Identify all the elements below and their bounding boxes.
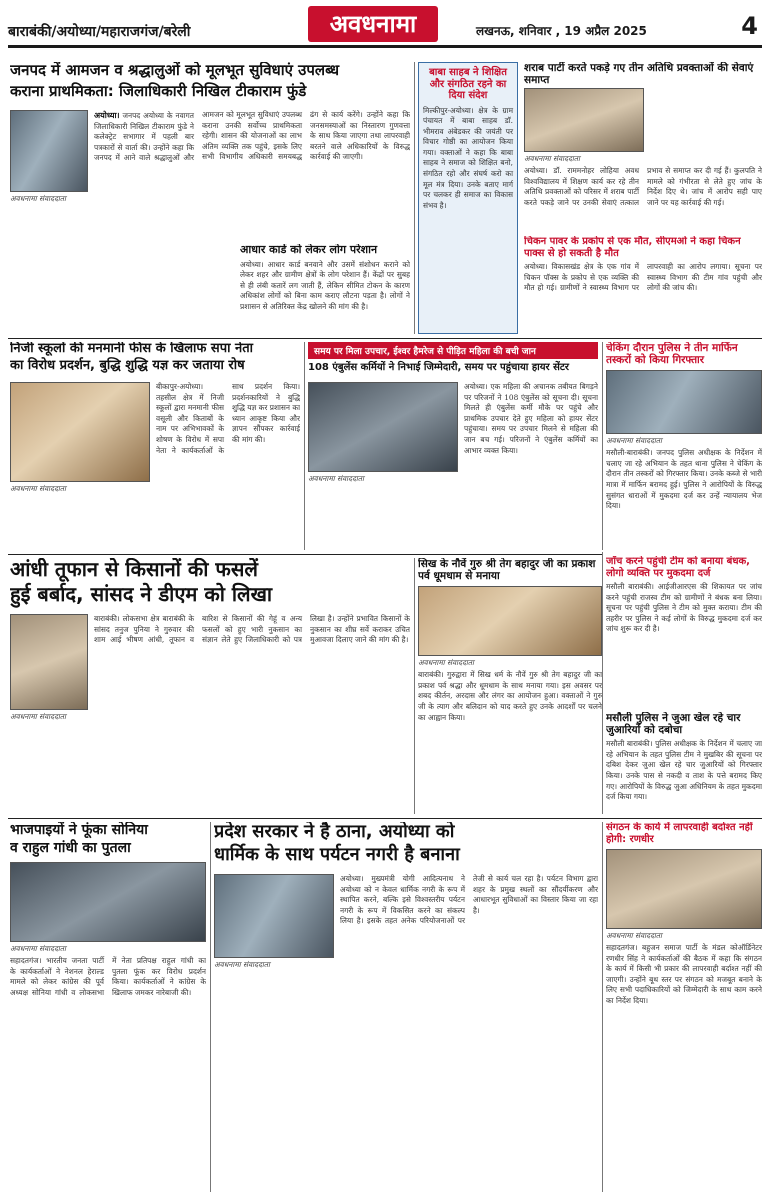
school-photo xyxy=(10,382,150,482)
private-school-story xyxy=(10,342,300,550)
tourism-body: अयोध्या। मुख्यमंत्री योगी आदित्यनाथ ने अयोध्या को न केवल धार्मिक नगरी के रूप में स्थापित करने, बल्कि इसे विश्वस्तरीय पर्यटन नगरी के रूप में विकसित करने का संकल्प लिया है। इसके तहत अनेक परियोजनाओं पर तेजी से कार्य चल रहा है। पर्यटन विभाग द्वारा शहर के प्रमुख स्थलों का सौंदर्यीकरण और आधारभूत सुविधाओं का विस्तार किया जा रहा है। xyxy=(340,874,598,926)
chikan-headline: चिकन पावर के प्रकोप से एक मौत, सीएमओ ने कहा चिकन पाक्स से हो सकती है मौत xyxy=(524,236,741,259)
gambling-story xyxy=(606,712,762,814)
school-headline-line1: निजी स्कूलों की मनमानी फीस के खिलाफ सपा नेता xyxy=(10,342,253,356)
baba-box xyxy=(418,62,518,334)
storm-photo-caption: अवधनामा संवाददाता xyxy=(10,712,66,721)
storm-headline-line2: हुई बर्बाद, सांसद ने डीएम को लिखा xyxy=(10,582,273,606)
checking-photo-caption: अवधनामा संवाददाता xyxy=(606,436,662,446)
bjp-story xyxy=(10,822,206,1192)
sikh-story xyxy=(418,558,602,814)
ambulance-body: अयोध्या। एक महिला की अचानक तबीयत बिगड़ने पर परिजनों ने 108 एंबुलेंस को सूचना दी। सूचना मिलते ही एंबुलेंस कर्मी मौके पर पहुंचे और प्राथमिक उपचार देते हुए महिला को हायर सेंटर पहुंचाया। समय पर उपचार मिलने से महिला की जान बच गई। परिजनों ने एंबुलेंस कर्मियों का आभार व्यक्त किया। xyxy=(464,382,598,455)
checking-body: मसौली-बाराबंकी। जनपद पुलिस अधीक्षक के निर्देशन में चलाए जा रहे अभियान के तहत थाना पुलिस ने चेकिंग के दौरान तीन तस्करों को गिरफ्तार किया। उनके कब्जे से भारी मात्रा में मार्फिन बरामद हुई। पुलिस ने आरोपियों के विरुद्ध सुसंगत धाराओं में मुकदमा दर्ज कर उन्हें न्यायालय भेज दिया। xyxy=(606,448,762,511)
chikan-story xyxy=(524,236,762,334)
storm-story xyxy=(10,558,410,814)
date-line: लखनऊ, शनिवार , 19 अप्रैल 2025 xyxy=(476,24,647,38)
gambling-body: मसौली बाराबंकी। पुलिस अधीक्षक के निर्देशन में चलाए जा रहे अभियान के तहत पुलिस टीम ने मुखबिर की सूचना पर दबिश देकर जुआ खेल रहे चार जुआरियों को गिरफ्तार किया। उनके पास से नकदी व ताश के पत्ते बरामद किए गए। आरोपियों के विरुद्ध जुआ अधिनियम के तहत मुकदमा दर्ज किया गया। xyxy=(606,739,762,802)
tourism-story xyxy=(214,822,598,1192)
tourism-photo-caption: अवधनामा संवाददाता xyxy=(214,960,270,969)
sangathan-photo xyxy=(606,849,762,929)
lead-body-text: जनपद अयोध्या के नवागत जिलाधिकारी निखिल टीकाराम फुंडे ने कलेक्ट्रेट सभागार में पहली बार पत्रकारों से वार्ता की। उन्होंने कहा कि जनपद में आने वाले श्रद्धालुओं और आमजन को मूलभूत सुविधाएं उपलब्ध कराना उनकी सर्वोच्च प्राथमिकता रहेगी। शासन की योजनाओं का लाभ अंतिम व्यक्ति तक पहुंचे, इसके लिए सभी विभागीय अधिकारी समयबद्ध ढंग से कार्य करेंगे। उन्होंने कहा कि जनसमस्याओं का निस्तारण गुणवत्ता के साथ किया जाएगा तथा लापरवाही बरतने वाले अधिकारियों के विरुद्ध कार्रवाई की जाएगी। xyxy=(94,110,410,163)
checking-photo xyxy=(606,370,762,434)
ambulance-photo xyxy=(308,382,458,472)
liquor-body: अयोध्या। डॉ. राममनोहर लोहिया अवध विश्वविद्यालय में शिक्षण कार्य कर रहे तीन अतिथि प्रवक्ताओं को परिसर में शराब पार्टी करते पकड़े जाने पर उनकी सेवाएं तत्काल प्रभाव से समाप्त कर दी गई हैं। कुलपति ने मामले को गंभीरता से लेते हुए जांच के निर्देश दिए थे। जांच में आरोप सही पाए जाने पर यह कार्रवाई की गई। xyxy=(524,166,762,207)
jaanch-headline: जाँच करने पहुंची टीम को बनाया बंधक, लोगो व्यक्ति पर मुकदमा दर्ज xyxy=(606,556,750,579)
sangathan-body: सहादतगंज। बहुजन समाज पार्टी के मंडल कोऑर्डिनेटर रणधीर सिंह ने कार्यकर्ताओं की बैठक में कहा कि संगठन के कार्य में किसी भी प्रकार की लापरवाही बर्दाश्त नहीं की जाएगी। उन्होंने बूथ स्तर पर संगठन को मजबूत बनाने के लिए सभी पदाधिकारियों को जिम्मेदारी के साथ काम करने का निर्देश दिया। xyxy=(606,943,762,1005)
baba-headline: बाबा साहब ने शिक्षित और संगठित रहने का दिया संदेश xyxy=(429,67,507,101)
chikan-body: अयोध्या। विकासखंड क्षेत्र के एक गांव में चिकन पॉक्स के प्रकोप से एक व्यक्ति की मौत हो गई। ग्रामीणों ने स्वास्थ्य विभाग पर लापरवाही का आरोप लगाया। सूचना पर स्वास्थ्य विभाग की टीम गांव पहुंची और लोगों की जांच की। xyxy=(524,262,762,293)
school-headline-line2: का विरोध प्रदर्शन, बुद्धि शुद्धि यज्ञ कर जताया रोष xyxy=(10,357,245,373)
liquor-photo xyxy=(524,88,644,152)
newspaper-logo: अवधनामा xyxy=(308,6,438,42)
lead-headline-line1: जनपद में आमजन व श्रद्धालुओं को मूलभूत सुविधाएं उपलब्ध xyxy=(10,62,340,79)
sikh-photo-caption: अवधनामा संवाददाता xyxy=(418,658,474,668)
jaanch-story xyxy=(606,556,762,706)
sangathan-story xyxy=(606,822,762,1192)
storm-body: बाराबंकी। लोकसभा क्षेत्र बाराबंकी के सांसद तनुज पुनिया ने गुरुवार की शाम आई भीषण आंधी, तूफान व बारिश से किसानों की गेहूं व अन्य फसलों को हुए भारी नुकसान का संज्ञान लेते हुए जिलाधिकारी को पत्र लिखा है। उन्होंने प्रभावित किसानों के नुकसान का शीघ्र सर्वे कराकर उचित मुआवजा दिलाए जाने की मांग की है। xyxy=(94,614,410,645)
aadhar-headline: आधार कार्ड को लेकर लोग परेशान xyxy=(240,244,410,257)
gambling-headline: मसौली पुलिस ने जुआ खेल रहे चार जुआरियों को दबोचा xyxy=(606,712,741,737)
checking-story xyxy=(606,342,762,550)
bjp-headline-line2: व राहुल गांधी का पुतला xyxy=(10,840,131,857)
tourism-headline-line2: धार्मिक के साथ पर्यटन नगरी है बनाना xyxy=(214,843,460,865)
baba-body: मिल्कीपुर-अयोध्या। क्षेत्र के ग्राम पंचायत में बाबा साहब डॉ. भीमराव अंबेडकर की जयंती पर विचार गोष्ठी का आयोजन किया गया। वक्ताओं ने कहा कि बाबा साहब ने समाज को शिक्षित बनो, संगठित रहो और संघर्ष करो का मूल मंत्र दिया। उनके बताए मार्ग पर चलकर ही समाज का विकास संभव है। xyxy=(423,105,513,210)
region-names: बाराबंकी/अयोध्या/महाराजगंज/बरेली xyxy=(8,24,191,40)
bjp-photo-caption: अवधनामा संवाददाता xyxy=(10,944,66,954)
storm-photo xyxy=(10,614,88,710)
lead-photo xyxy=(10,110,88,192)
bjp-headline-line1: भाजपाइयों ने फूंका सोनिया xyxy=(10,822,148,838)
masthead xyxy=(8,6,762,48)
bjp-photo xyxy=(10,862,206,942)
ambulance-banner: समय पर मिला उपचार, ईश्वर हैमरेज से पीड़ित महिला की बची जान xyxy=(308,342,598,359)
sangathan-photo-caption: अवधनामा संवाददाता xyxy=(606,931,662,940)
lead-headline-line2: कराना प्राथमिकता: जिलाधिकारी निखिल टीकाराम फुंडे xyxy=(10,82,307,101)
aadhar-body: अयोध्या। आधार कार्ड बनवाने और उसमें संशोधन कराने को लेकर शहर और ग्रामीण क्षेत्रों के लोग परेशान हैं। केंद्रों पर सुबह से ही लंबी कतारें लग जाती हैं, लेकिन सीमित टोकन के कारण अधिकांश लोगों को बिना काम कराए लौटना पड़ता है। लोगों ने प्रशासन से अतिरिक्त केंद्र खोलने की मांग की है। xyxy=(240,259,410,312)
jaanch-body: मसौली बाराबंकी। आईजीआरएस की शिकायत पर जांच करने पहुंची राजस्व टीम को ग्रामीणों ने बंधक बना लिया। सूचना पर पहुंची पुलिस ने टीम को मुक्त कराया। टीम की तहरीर पर पुलिस ने कई लोगों के विरुद्ध मुकदमा दर्ज कर जांच शुरू कर दी है। xyxy=(606,582,762,634)
checking-headline: चेकिंग दौरान पुलिस ने तीन मार्फिन तस्करों को किया गिरफ्तार xyxy=(606,342,738,367)
aadhar-story xyxy=(240,244,410,334)
sikh-headline: सिख के नौवें गुरु श्री तेग बहादुर जी का प्रकाश पर्व धूमधाम से मनाया xyxy=(418,558,596,583)
ambulance-story xyxy=(308,342,598,550)
school-photo-caption: अवधनामा संवाददाता xyxy=(10,484,66,493)
tourism-headline-line1: प्रदेश सरकार ने है ठाना, अयोध्या को xyxy=(214,822,455,842)
lead-byline: अयोध्या। xyxy=(94,110,120,120)
lead-photo-caption: अवधनामा संवाददाता xyxy=(10,194,66,203)
storm-headline-line1: आंधी तूफान से किसानों की फसलें xyxy=(10,558,258,581)
school-body: बीकापुर-अयोध्या। तहसील क्षेत्र में निजी स्कूलों द्वारा मनमानी फीस वसूली और किताबों के नाम पर अभिभावकों के शोषण के विरोध में सपा नेता ने कार्यकर्ताओं के साथ प्रदर्शन किया। प्रदर्शनकारियों ने बुद्धि शुद्धि यज्ञ कर प्रशासन का ध्यान आकृष्ट किया और ज्ञापन सौंपकर कार्रवाई की मांग की। xyxy=(156,382,300,455)
liquor-photo-caption: अवधनामा संवाददाता xyxy=(524,154,580,163)
page-number: 4 xyxy=(741,12,758,40)
ambulance-headline: 108 एंबुलेंस कर्मियों ने निभाई जिम्मेदारी, समय पर पहुंचाया हायर सेंटर xyxy=(308,362,569,373)
sangathan-headline: संगठन के कार्य में लापरवाही बर्दाश्त नहीं होगी: रणधीर xyxy=(606,822,753,845)
liquor-story xyxy=(524,62,762,230)
ambulance-photo-caption: अवधनामा संवाददाता xyxy=(308,474,364,483)
bjp-body: सहादतगंज। भारतीय जनता पार्टी के कार्यकर्ताओं ने नेशनल हेराल्ड मामले को लेकर कांग्रेस की पूर्व अध्यक्ष सोनिया गांधी व लोकसभा में नेता प्रतिपक्ष राहुल गांधी का पुतला फूंक कर विरोध प्रदर्शन किया। कार्यकर्ताओं ने कांग्रेस के खिलाफ जमकर नारेबाजी की। xyxy=(10,956,206,997)
tourism-photo xyxy=(214,874,334,958)
sikh-body: बाराबंकी। गुरुद्वारा में सिख धर्म के नौवें गुरु श्री तेग बहादुर जी का प्रकाश पर्व श्रद्धा और धूमधाम के साथ मनाया गया। इस अवसर पर शबद कीर्तन, अरदास और लंगर का आयोजन हुआ। वक्ताओं ने गुरु जी के त्याग और बलिदान को याद करते हुए उनके आदर्शों पर चलने का आह्वान किया। xyxy=(418,670,602,722)
liquor-headline: शराब पार्टी करते पकड़े गए तीन अतिथि प्रवक्ताओं की सेवाएं समाप्त xyxy=(524,62,754,87)
sikh-photo xyxy=(418,586,602,656)
